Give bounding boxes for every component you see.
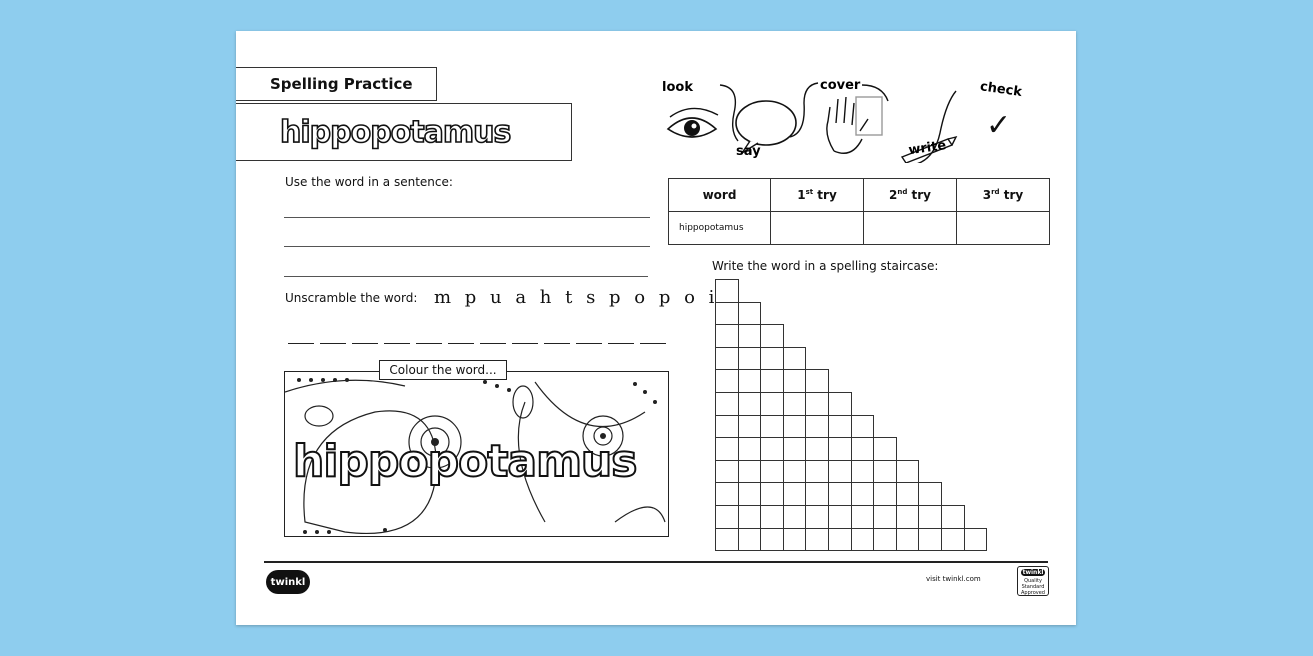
- staircase-cell[interactable]: [715, 392, 739, 416]
- staircase-cell[interactable]: [715, 324, 739, 348]
- scrambled-letters: m p u a h t s p o p o i: [434, 287, 719, 308]
- staircase-cell[interactable]: [851, 460, 875, 484]
- staircase-cell[interactable]: [896, 460, 920, 484]
- check-mark-icon: ✓: [986, 108, 1012, 143]
- letter-blank[interactable]: [352, 343, 378, 344]
- staircase-cell[interactable]: [783, 528, 807, 552]
- staircase-cell[interactable]: [738, 482, 762, 506]
- try-2-cell[interactable]: [864, 212, 957, 245]
- staircase-cell[interactable]: [760, 324, 784, 348]
- staircase-cell[interactable]: [828, 460, 852, 484]
- staircase-cell[interactable]: [715, 347, 739, 371]
- header-try-3: 3rd try: [957, 179, 1050, 212]
- letter-blank[interactable]: [544, 343, 570, 344]
- staircase-cell[interactable]: [760, 347, 784, 371]
- staircase-cell[interactable]: [873, 505, 897, 529]
- footer-divider: [264, 561, 1048, 563]
- letter-blank[interactable]: [576, 343, 602, 344]
- header-try-2: 2nd try: [864, 179, 957, 212]
- staircase-cell[interactable]: [918, 505, 942, 529]
- staircase-cell[interactable]: [715, 505, 739, 529]
- staircase-cell[interactable]: [828, 437, 852, 461]
- try-1-cell[interactable]: [771, 212, 864, 245]
- staircase-cell[interactable]: [760, 482, 784, 506]
- sentence-prompt: Use the word in a sentence:: [285, 175, 453, 189]
- staircase-cell[interactable]: [805, 392, 829, 416]
- twinkl-logo: twinkl: [266, 570, 310, 594]
- staircase-cell[interactable]: [828, 482, 852, 506]
- badge-logo: twinkl: [1022, 569, 1044, 576]
- quality-badge: [1017, 566, 1049, 596]
- lscc-illustration: [656, 73, 1036, 163]
- staircase-cell[interactable]: [783, 460, 807, 484]
- unscramble-prompt: Unscramble the word:: [285, 291, 418, 305]
- staircase-cell[interactable]: [851, 505, 875, 529]
- staircase-cell[interactable]: [805, 437, 829, 461]
- colour-word[interactable]: hippopotamus: [293, 436, 637, 487]
- staircase-cell[interactable]: [941, 528, 965, 552]
- staircase-cell[interactable]: [873, 528, 897, 552]
- lscc-graphic: [656, 73, 1036, 163]
- staircase-cell[interactable]: [760, 415, 784, 439]
- staircase-cell[interactable]: [760, 392, 784, 416]
- staircase-cell[interactable]: [738, 505, 762, 529]
- letter-blank[interactable]: [384, 343, 410, 344]
- worksheet: [236, 31, 1076, 625]
- letter-blank[interactable]: [448, 343, 474, 344]
- tries-table: [668, 178, 1050, 245]
- staircase-cell[interactable]: [783, 369, 807, 393]
- letter-blank[interactable]: [512, 343, 538, 344]
- staircase-cell[interactable]: [896, 528, 920, 552]
- staircase-cell[interactable]: [738, 324, 762, 348]
- staircase-cell[interactable]: [828, 505, 852, 529]
- lscc-step-look: look: [662, 80, 693, 95]
- lscc-step-check: check: [979, 79, 1023, 101]
- try-3-cell[interactable]: [957, 212, 1050, 245]
- staircase-cell[interactable]: [715, 279, 739, 303]
- visit-link[interactable]: visit twinkl.com: [926, 575, 981, 583]
- staircase-cell[interactable]: [738, 460, 762, 484]
- staircase-cell[interactable]: [738, 369, 762, 393]
- staircase-cell[interactable]: [783, 347, 807, 371]
- header-word: word: [669, 179, 771, 212]
- colour-prompt: Colour the word...: [379, 360, 507, 380]
- staircase-cell[interactable]: [715, 415, 739, 439]
- staircase-cell[interactable]: [760, 437, 784, 461]
- staircase-cell[interactable]: [805, 528, 829, 552]
- spelling-staircase: [715, 279, 995, 551]
- target-word: hippopotamus: [280, 114, 511, 150]
- staircase-cell[interactable]: [873, 460, 897, 484]
- staircase-cell[interactable]: [715, 369, 739, 393]
- lscc-step-cover: cover: [820, 78, 861, 93]
- unscramble-blanks[interactable]: [288, 343, 666, 344]
- staircase-cell[interactable]: [760, 505, 784, 529]
- eye-icon: [668, 108, 718, 137]
- sentence-line-2[interactable]: [284, 246, 650, 247]
- staircase-cell[interactable]: [738, 302, 762, 326]
- row-word: hippopotamus: [669, 212, 771, 245]
- staircase-cell[interactable]: [738, 437, 762, 461]
- staircase-cell[interactable]: [715, 437, 739, 461]
- letter-blank[interactable]: [480, 343, 506, 344]
- hand-icon: [827, 97, 882, 153]
- staircase-cell[interactable]: [851, 528, 875, 552]
- staircase-cell[interactable]: [783, 392, 807, 416]
- worksheet-title: Spelling Practice: [236, 67, 437, 101]
- staircase-cell[interactable]: [783, 415, 807, 439]
- lscc-step-write: write: [907, 138, 948, 159]
- staircase-cell[interactable]: [873, 482, 897, 506]
- staircase-cell[interactable]: [783, 482, 807, 506]
- target-word-box: [236, 103, 572, 161]
- letter-blank[interactable]: [320, 343, 346, 344]
- staircase-cell[interactable]: [783, 505, 807, 529]
- staircase-cell[interactable]: [805, 505, 829, 529]
- staircase-cell[interactable]: [941, 505, 965, 529]
- staircase-cell[interactable]: [828, 528, 852, 552]
- staircase-cell[interactable]: [851, 437, 875, 461]
- staircase-cell[interactable]: [918, 482, 942, 506]
- staircase-cell[interactable]: [715, 482, 739, 506]
- letter-blank[interactable]: [416, 343, 442, 344]
- staircase-cell[interactable]: [805, 415, 829, 439]
- staircase-cell[interactable]: [873, 437, 897, 461]
- staircase-cell[interactable]: [715, 460, 739, 484]
- staircase-cell[interactable]: [783, 437, 807, 461]
- staircase-cell[interactable]: [828, 392, 852, 416]
- header-try-1: 1st try: [771, 179, 864, 212]
- sentence-line-1[interactable]: [284, 217, 650, 218]
- staircase-cell[interactable]: [760, 460, 784, 484]
- staircase-cell[interactable]: [738, 528, 762, 552]
- badge-text: Quality Standard Approved: [1021, 578, 1045, 596]
- staircase-cell[interactable]: [805, 460, 829, 484]
- colour-word-box: [284, 371, 669, 537]
- lscc-step-say: say: [736, 144, 761, 159]
- staircase-cell[interactable]: [964, 528, 988, 552]
- staircase-cell[interactable]: [805, 482, 829, 506]
- letter-blank[interactable]: [288, 343, 314, 344]
- staircase-cell[interactable]: [896, 482, 920, 506]
- staircase-cell[interactable]: [805, 369, 829, 393]
- staircase-cell[interactable]: [715, 302, 739, 326]
- staircase-prompt: Write the word in a spelling staircase:: [712, 259, 939, 273]
- staircase-cell[interactable]: [738, 392, 762, 416]
- staircase-cell[interactable]: [715, 528, 739, 552]
- sentence-line-3[interactable]: [284, 276, 648, 277]
- staircase-cell[interactable]: [851, 482, 875, 506]
- letter-blank[interactable]: [640, 343, 666, 344]
- letter-blank[interactable]: [608, 343, 634, 344]
- staircase-cell[interactable]: [851, 415, 875, 439]
- staircase-cell[interactable]: [760, 369, 784, 393]
- staircase-cell[interactable]: [738, 347, 762, 371]
- staircase-cell[interactable]: [918, 528, 942, 552]
- staircase-cell[interactable]: [896, 505, 920, 529]
- staircase-cell[interactable]: [760, 528, 784, 552]
- staircase-cell[interactable]: [828, 415, 852, 439]
- staircase-cell[interactable]: [738, 415, 762, 439]
